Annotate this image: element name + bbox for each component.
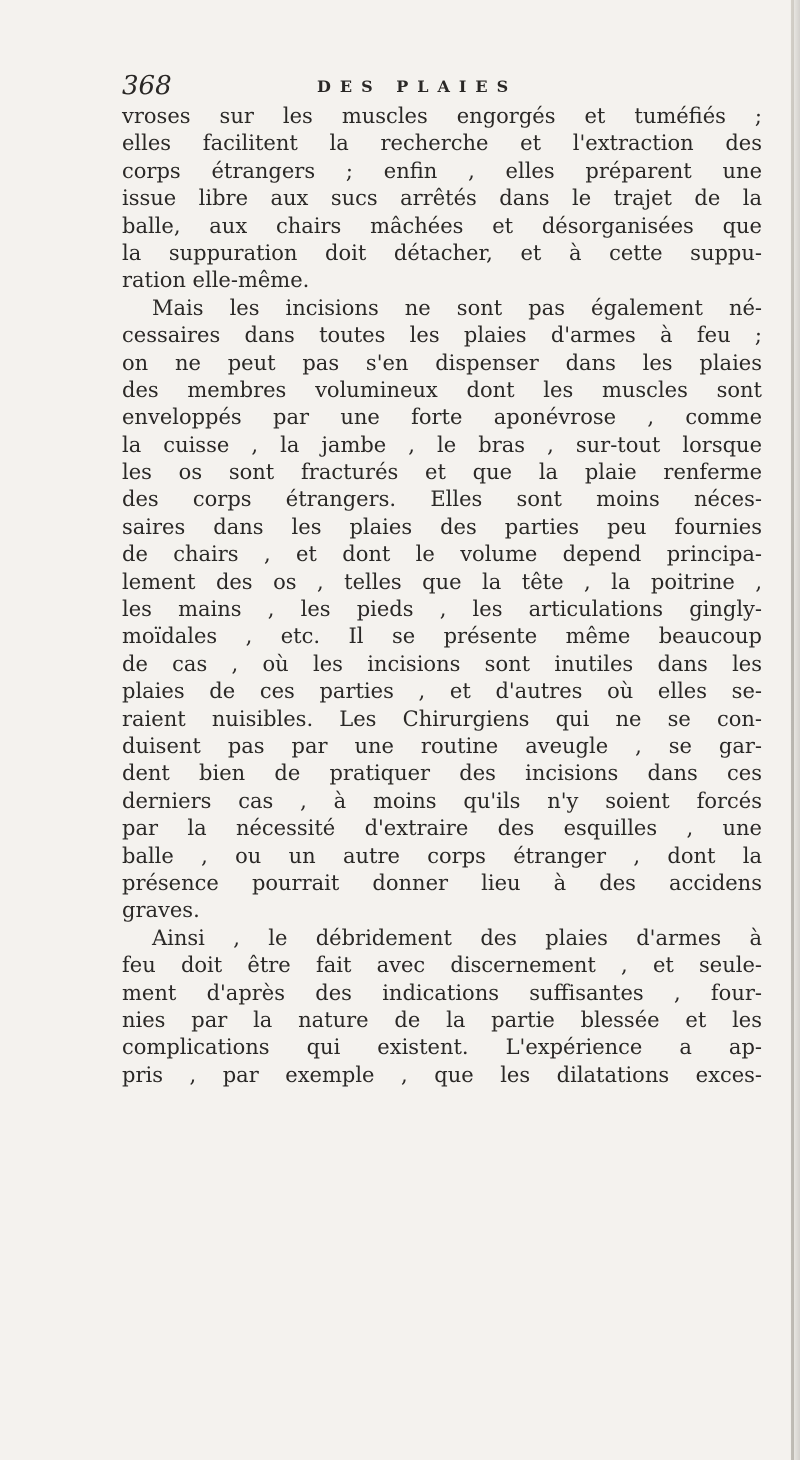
text-line: cessaires dans toutes les plaies d'armes à feu ; <box>122 323 762 348</box>
text-line: graves. <box>122 898 200 923</box>
text-line: les os sont fracturés et que la plaie renferme <box>122 460 762 485</box>
text-line: balle , ou un autre corps étranger , dont la <box>122 843 762 868</box>
text-line: de chairs , et dont le volume depend principa- <box>122 542 762 567</box>
text-line: on ne peut pas s'en dispenser dans les plaies <box>122 350 762 375</box>
text-line: duisent pas par une routine aveugle , se gar- <box>122 733 762 758</box>
text-line: des membres volumineux dont les muscles sont <box>122 377 762 402</box>
text-line: enveloppés par une forte aponévrose , comme <box>122 405 762 430</box>
text-line: Mais les incisions ne sont pas également né- <box>152 295 762 320</box>
text-line: pris , par exemple , que les dilatations exces- <box>122 1062 762 1087</box>
page-edge-line <box>791 0 794 1460</box>
text-line: par la nécessité d'extraire des esquilles , une <box>122 816 762 841</box>
text-line: ment d'après des indications suffisantes , four- <box>122 980 762 1005</box>
text-line: complications qui existent. L'expérience a ap- <box>122 1035 762 1060</box>
text-line: des corps étrangers. Elles sont moins néces- <box>122 487 762 512</box>
text-line: corps étrangers ; enfin , elles préparent une <box>122 158 762 183</box>
text-line: ration elle-même. <box>122 268 310 293</box>
text-line: de cas , où les incisions sont inutiles dans les <box>122 651 762 676</box>
text-line: feu doit être fait avec discernement , et seule- <box>122 953 762 978</box>
text-line: Ainsi , le débridement des plaies d'armes à <box>152 925 762 950</box>
body-text <box>122 103 762 1089</box>
text-line: plaies de ces parties , et d'autres où elles se- <box>122 679 762 704</box>
text-line: la suppuration doit détacher, et à cette suppu- <box>122 240 762 265</box>
text-line: vroses sur les muscles engorgés et tuméfiés ; <box>122 104 762 128</box>
text-line: moïdales , etc. Il se présente même beaucoup <box>122 624 762 649</box>
page-number: 368 <box>122 71 172 101</box>
text-line: dent bien de pratiquer des incisions dans ces <box>122 761 762 786</box>
text-line: nies par la nature de la partie blessée et les <box>122 1007 762 1032</box>
text-line: présence pourrait donner lieu à des accidens <box>122 870 762 895</box>
text-line: raient nuisibles. Les Chirurgiens qui ne se con- <box>122 706 762 731</box>
running-head: DES PLAIES <box>317 77 518 96</box>
text-line: la cuisse , la jambe , le bras , sur-tout lorsque <box>122 432 762 457</box>
text-line: saires dans les plaies des parties peu fournies <box>122 514 762 539</box>
text-line: issue libre aux sucs arrêtés dans le trajet de la <box>122 186 762 211</box>
text-line: balle, aux chairs mâchées et désorganisées que <box>122 213 762 238</box>
text-line: derniers cas , à moins qu'ils n'y soient forcés <box>122 788 762 813</box>
text-line: elles facilitent la recherche et l'extraction des <box>122 131 762 156</box>
text-line: lement des os , telles que la tête , la poitrine , <box>122 569 762 594</box>
text-line: les mains , les pieds , les articulations gingly- <box>122 597 762 622</box>
